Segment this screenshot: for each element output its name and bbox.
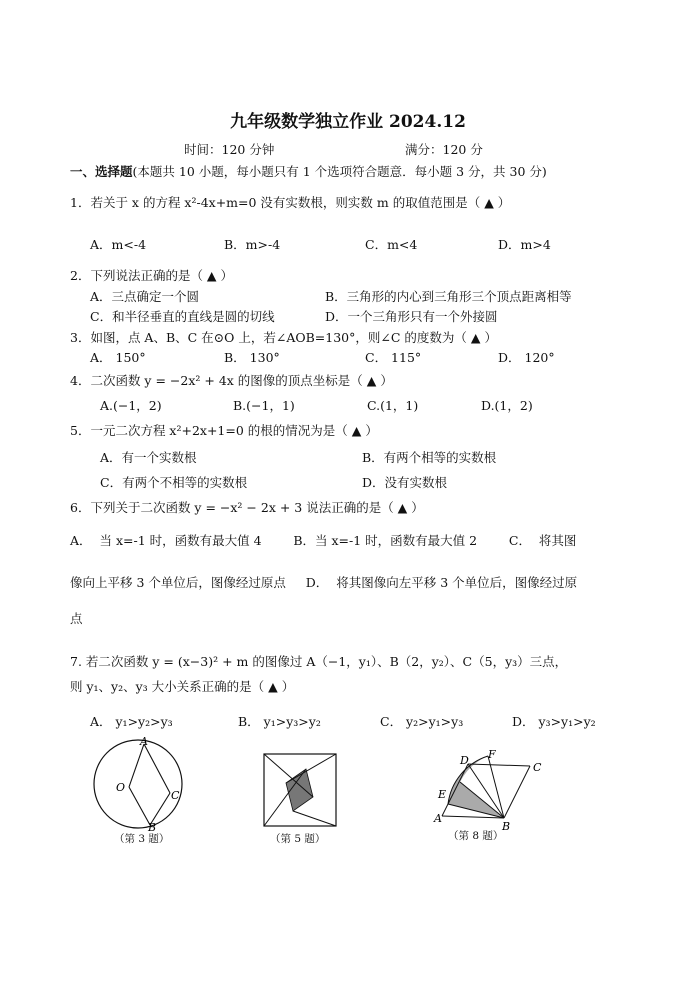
q7-option-c: C． y₂>y₁>y₃ (380, 714, 464, 729)
exam-time: 时间：120 分钟 (184, 142, 275, 157)
q1-option-c: C．m<4 (365, 237, 418, 252)
q5-stem: 5．一元二次方程 x²+2x+1=0 的根的情况为是（ ▲ ） (70, 423, 378, 438)
segment-ab (442, 816, 504, 818)
label-a8: A (434, 812, 442, 825)
q3-option-b: B． 130° (224, 350, 280, 365)
figure-3-diagram (82, 732, 202, 832)
q7-option-b: B． y₁>y₃>y₂ (238, 714, 321, 729)
q7-option-a: A． y₁>y₂>y₃ (90, 714, 173, 729)
figure-5-diagram (262, 752, 340, 830)
q2-option-a: A．三点确定一个圆 (90, 289, 200, 304)
section-title: 一、选择题 (70, 164, 133, 179)
q2-option-c: C．和半径垂直的直线是圆的切线 (90, 309, 275, 324)
q2-option-b: B．三角形的内心到三角形三个顶点距离相等 (325, 289, 572, 304)
label-f: F (488, 748, 496, 761)
full-score: 满分：120 分 (405, 142, 483, 157)
page-title: 九年级数学独立作业 2024.12 (230, 112, 466, 132)
segment-ob (129, 787, 150, 825)
q2-stem: 2．下列说法正确的是（ ▲ ） (70, 268, 234, 283)
figure-8-caption: （第 8 题） (448, 830, 504, 842)
segment-ac (144, 744, 170, 793)
q1-option-a: A．m<-4 (90, 237, 147, 252)
figure-3-caption: （第 3 题） (114, 833, 170, 845)
label-c8: C (533, 761, 542, 774)
q5-option-c: C．有两个不相等的实数根 (100, 475, 248, 490)
q6-stem: 6．下列关于二次函数 y = −x² − 2x + 3 说法正确的是（ ▲ ） (70, 500, 424, 515)
q2-option-d: D．一个三角形只有一个外接圆 (325, 309, 498, 324)
q5-option-b: B．有两个相等的实数根 (362, 450, 497, 465)
q6-line-2: 像向上平移 3 个单位后，图像经过原点 D． 将其图像向左平移 3 个单位后，图像经过原 (70, 575, 578, 590)
diag-2 (286, 754, 336, 783)
q7-option-d: D． y₃>y₁>y₂ (512, 714, 596, 729)
q1-stem: 1．若关于 x 的方程 x²-4x+m=0 没有实数根，则实数 m 的取值范围是（ ▲ ） (70, 195, 511, 210)
circle-o (94, 740, 182, 828)
section-instructions: (本题共 10 小题，每小题只有 1 个选项符合题意．每小题 3 分，共 30 分) (132, 164, 547, 179)
q3-option-c: C． 115° (365, 350, 422, 365)
q3-option-d: D． 120° (498, 350, 555, 365)
q4-option-a: A.(−1，2) (100, 398, 162, 413)
q3-option-a: A． 150° (90, 350, 146, 365)
label-c: C (171, 789, 180, 802)
q3-stem: 3．如图，点 A、B、C 在⊙O 上，若∠AOB=130°，则∠C 的度数为（ ▲ ） (70, 330, 497, 345)
q4-option-b: B.(−1，1) (233, 398, 295, 413)
figure-5-caption: （第 5 题） (270, 833, 326, 845)
section-heading (70, 162, 547, 180)
label-o: O (116, 781, 126, 794)
segment-bc (504, 766, 530, 818)
q4-option-d: D.(1，2) (481, 398, 533, 413)
q4-stem: 4．二次函数 y = −2x² + 4x 的图像的顶点坐标是（ ▲ ） (70, 373, 393, 388)
label-e: E (438, 788, 447, 801)
q6-line-3: 点 (70, 611, 83, 626)
q6-line-1: A． 当 x=-1 时，函数有最大值 4 B．当 x=-1 时，函数有最大值 2 C． 将其图 (70, 533, 577, 548)
q5-option-a: A．有一个实数根 (100, 450, 197, 465)
label-b8: B (502, 820, 511, 832)
segment-oa (129, 744, 144, 787)
q1-option-b: B．m>-4 (224, 237, 281, 252)
q7-stem: 7. 若二次函数 y = (x−3)² + m 的图像过 A（−1，y₁）、B（2，y₂）、C（5，y₃）三点， (70, 654, 568, 669)
diag-3 (293, 811, 336, 826)
q5-option-d: D．没有实数根 (362, 475, 448, 490)
q1-option-d: D．m>4 (498, 237, 551, 252)
label-b: B (148, 821, 157, 832)
figure-8-diagram (432, 746, 552, 832)
label-d: D (460, 754, 469, 767)
q7-stem-2: 则 y₁、y₂、y₃ 大小关系正确的是（ ▲ ） (70, 679, 295, 694)
label-a: A (140, 735, 148, 748)
q4-option-c: C.(1，1) (367, 398, 419, 413)
